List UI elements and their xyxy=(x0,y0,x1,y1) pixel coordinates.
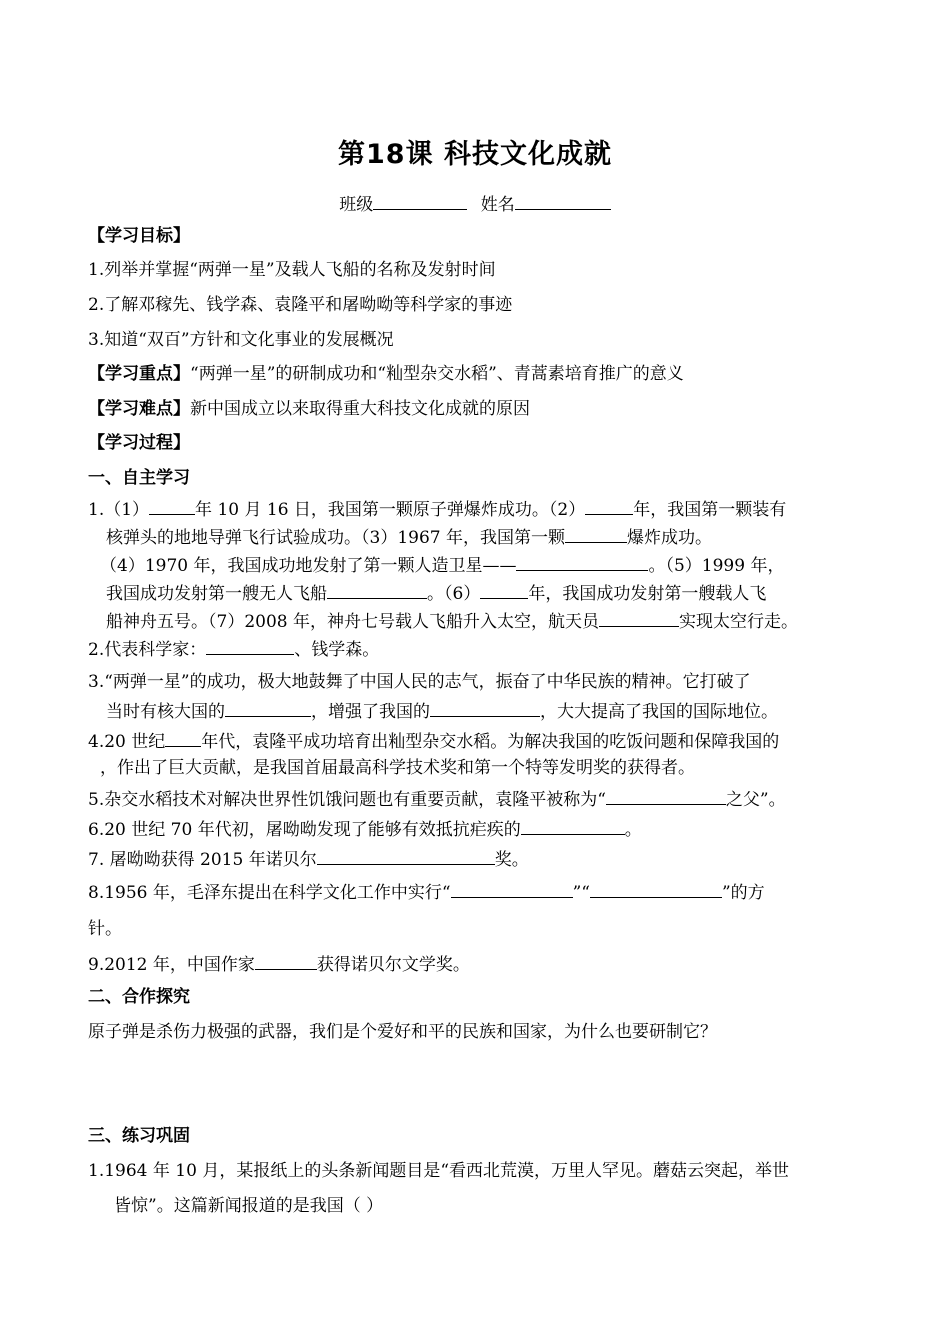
text: 年，我国第一颗装有 xyxy=(633,500,787,520)
text: 、钱学森。 xyxy=(294,640,380,660)
answer-blank[interactable] xyxy=(606,786,726,805)
q1-line1 xyxy=(88,496,786,522)
text: ，大大提高了我国的国际地位。 xyxy=(540,702,778,722)
q1-line3 xyxy=(100,552,784,578)
section2-heading: 二、合作探究 xyxy=(88,987,190,1007)
answer-blank[interactable] xyxy=(317,846,495,865)
q3-line2 xyxy=(106,698,778,724)
text: 。（5）1999 年， xyxy=(648,556,785,576)
q9 xyxy=(88,951,470,977)
section1-heading: 一、自主学习 xyxy=(88,468,190,488)
text: 船神舟五号。（7）2008 年，神舟七号载人飞船升入太空，航天员 xyxy=(106,612,599,632)
q6 xyxy=(88,816,642,842)
process-heading: 【学习过程】 xyxy=(88,433,190,453)
q8-line1 xyxy=(88,879,765,905)
text: ，增强了我国的 xyxy=(311,702,430,722)
text: 我国成功发射第一艘无人飞船 xyxy=(106,584,327,604)
q2 xyxy=(88,636,379,662)
text: 1.（1） xyxy=(88,500,150,520)
text: ”“ xyxy=(572,883,590,903)
q5 xyxy=(88,786,786,812)
text: 爆炸成功。 xyxy=(626,528,712,548)
text: 年，我国成功发射第一艘载人飞 xyxy=(528,584,767,604)
text: 。 xyxy=(624,820,642,840)
answer-blank[interactable] xyxy=(480,580,528,599)
q3-line1: 3.“两弹一星”的成功，极大地鼓舞了中国人民的志气，振奋了中华民族的精神。它打破了 xyxy=(88,672,751,692)
text: 年代，袁隆平成功培育出籼型杂交水稻。为解决我国的吃饭问题和保障我国的 xyxy=(201,732,780,752)
text: 9.2012 年，中国作家 xyxy=(88,955,255,975)
q4-line2: ，作出了巨大贡献，是我国首届最高科学技术奖和第一个特等发明奖的获得者。 xyxy=(100,758,695,778)
text: 2.代表科学家： xyxy=(88,640,207,660)
key-point-label: 【学习重点】 xyxy=(88,364,190,384)
text: 当时有核大国的 xyxy=(106,702,225,722)
difficulty-text: 新中国成立以来取得重大科技文化成就的原因 xyxy=(190,399,530,419)
class-label: 班级 xyxy=(339,195,374,215)
text: （4）1970 年，我国成功地发射了第一颗人造卫星—— xyxy=(100,556,517,576)
name-label: 姓名 xyxy=(480,195,515,215)
difficulty-label: 【学习难点】 xyxy=(88,399,190,419)
goals-heading: 【学习目标】 xyxy=(88,226,190,246)
q1-line2 xyxy=(106,524,712,550)
lesson-title: 第18课 科技文化成就 xyxy=(338,139,612,170)
section3-heading: 三、练习巩固 xyxy=(88,1126,190,1146)
text: 年 10 月 16 日，我国第一颗原子弹爆炸成功。（2） xyxy=(195,500,586,520)
goal-item: 2.了解邓稼先、钱学森、袁隆平和屠呦呦等科学家的事迹 xyxy=(88,295,513,315)
answer-blank[interactable] xyxy=(516,552,648,571)
answer-blank[interactable] xyxy=(599,608,679,627)
key-point xyxy=(88,362,684,386)
name-blank[interactable] xyxy=(515,191,611,210)
answer-blank[interactable] xyxy=(451,879,573,898)
answer-blank[interactable] xyxy=(430,698,540,717)
class-name-line xyxy=(0,190,950,215)
text: 。（6） xyxy=(427,584,481,604)
text: 核弹头的地地导弹飞行试验成功。（3）1967 年，我国第一颗 xyxy=(106,528,565,548)
answer-blank[interactable] xyxy=(149,496,195,515)
text: 8.1956 年，毛泽东提出在科学文化工作中实行“ xyxy=(88,883,451,903)
text: ”的方 xyxy=(721,883,765,903)
answer-blank[interactable] xyxy=(255,951,317,970)
q7 xyxy=(88,846,529,872)
text: 实现太空行走。 xyxy=(678,612,798,632)
text: 奖。 xyxy=(494,850,529,870)
text: 4.20 世纪 xyxy=(88,732,166,752)
class-blank[interactable] xyxy=(373,191,467,210)
answer-blank[interactable] xyxy=(206,636,294,655)
key-point-text: “两弹一星”的研制成功和“籼型杂交水稻”、青蒿素培育推广的意义 xyxy=(190,364,684,384)
q4-line1 xyxy=(88,728,779,754)
answer-blank[interactable] xyxy=(327,580,427,599)
q1-line4 xyxy=(106,580,766,606)
section3-q1-line2: 皆惊”。这篇新闻报道的是我国（ ） xyxy=(114,1196,384,1216)
q1-line5 xyxy=(106,608,798,634)
text: 5.杂交水稻技术对解决世界性饥饿问题也有重要贡献，袁隆平被称为“ xyxy=(88,790,606,810)
text: 6.20 世纪 70 年代初，屠呦呦发现了能够有效抵抗疟疾的 xyxy=(88,820,521,840)
text: 获得诺贝尔文学奖。 xyxy=(316,955,470,975)
goal-item: 3.知道“双百”方针和文化事业的发展概况 xyxy=(88,330,394,350)
goal-item: 1.列举并掌握“两弹一星”及载人飞船的名称及发射时间 xyxy=(88,260,496,280)
difficulty xyxy=(88,397,530,421)
answer-blank[interactable] xyxy=(590,879,722,898)
text: 之父”。 xyxy=(725,790,786,810)
section3-q1-line1: 1.1964 年 10 月，某报纸上的头条新闻题目是“看西北荒漠，万里人罕见。蘑菇云突起，举世 xyxy=(88,1161,790,1181)
q8-line2: 针。 xyxy=(88,919,122,939)
text: 7. 屠呦呦获得 2015 年诺贝尔 xyxy=(88,850,317,870)
section2-question: 原子弹是杀伤力极强的武器，我们是个爱好和平的民族和国家，为什么也要研制它？ xyxy=(88,1022,717,1042)
answer-blank[interactable] xyxy=(565,524,627,543)
answer-blank[interactable] xyxy=(165,728,201,747)
answer-blank[interactable] xyxy=(585,496,633,515)
answer-blank[interactable] xyxy=(225,698,311,717)
answer-blank[interactable] xyxy=(521,816,625,835)
